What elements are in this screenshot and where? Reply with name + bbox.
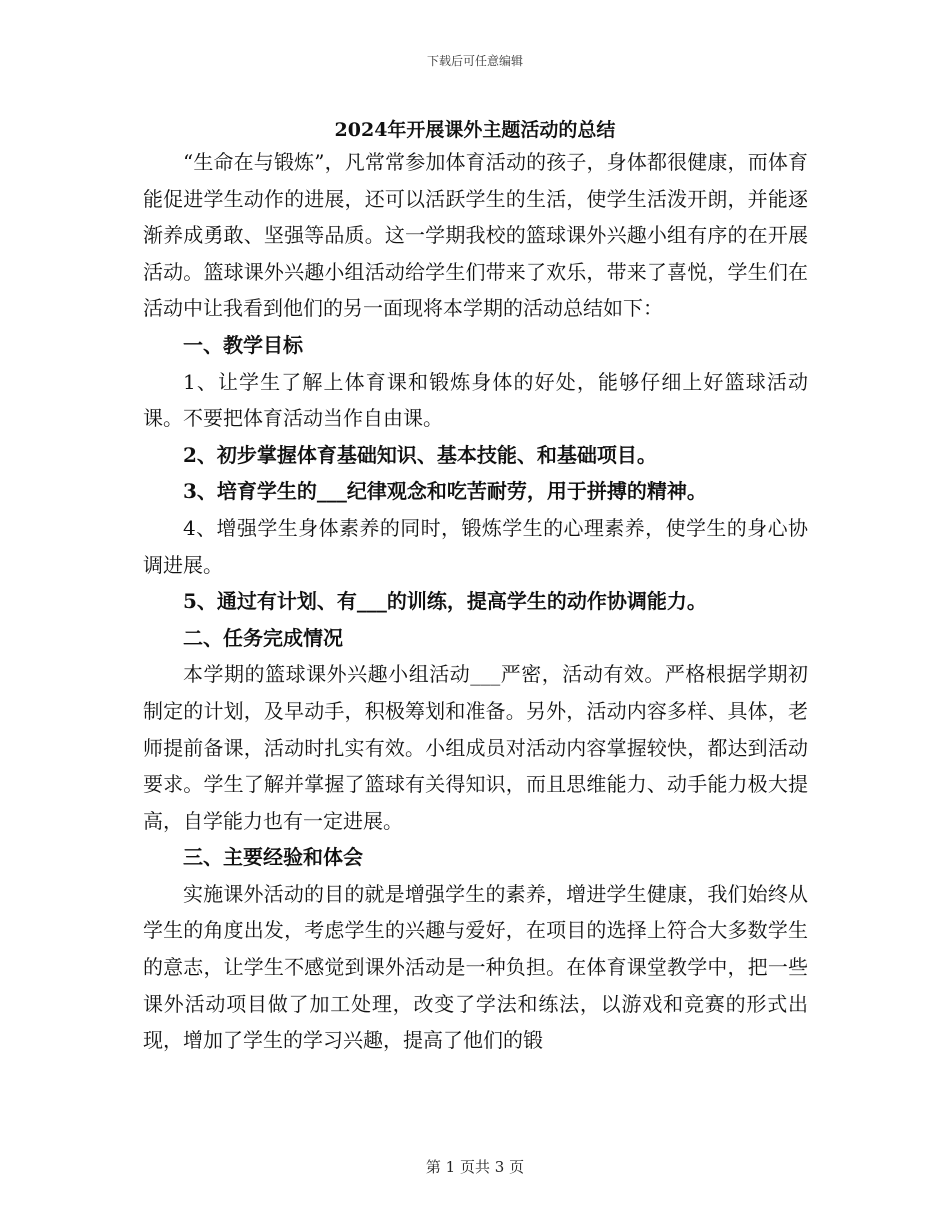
- section-heading-task-completion: 二、任务完成情况: [183, 625, 343, 650]
- header-note: 下载后可任意编辑: [426, 54, 523, 68]
- goal-item-1: 1、让学生了解上体育课和锻炼身体的好处，能够仔细上好篮球活动课。不要把体育活动当作自由课。: [143, 369, 808, 431]
- intro-paragraph: “生命在与锻炼”，凡常常参加体育活动的孩子，身体都很健康，而体育能促进学生动作的进展，还可以活跃学生的生活，使学生活泼开朗，并能逐渐养成勇敢、坚强等品质。这一学期我校的篮球课外兴趣小组有序的在开展活动。篮球课外兴趣小组活动给学生们带来了欢乐，带来了喜悦，学生们在活动中让我看到他们的另一面现将本学期的活动总结如下：: [143, 150, 808, 321]
- section-heading-teaching-goals: 一、教学目标: [183, 332, 303, 357]
- document-title: 2024年开展课外主题活动的总结: [334, 119, 616, 141]
- goal-item-4: 4、增强学生身体素养的同时，锻炼学生的心理素养，使学生的身心协调进展。: [143, 515, 808, 577]
- goal-item-2: 2、初步掌握体育基础知识、基本技能、和基础项目。: [183, 442, 657, 467]
- experience-paragraph: 实施课外活动的目的就是增强学生的素养，增进学生健康，我们始终从学生的角度出发，考虑学生的兴趣与爱好，在项目的选择上符合大多数学生的意志，让学生不感觉到课外活动是一种负担。在体育课堂教学中，把一些课外活动项目做了加工处理，改变了学法和练法，以游戏和竞赛的形式出现，增加了学生的学习兴趣，提高了他们的锻: [143, 881, 808, 1053]
- document-body: [143, 144, 808, 1059]
- goal-item-5: 5、通过有计划、有___的训练，提高学生的动作协调能力。: [183, 589, 707, 614]
- page-number: 第 1 页共 3 页: [425, 1158, 525, 1176]
- section-heading-experience: 三、主要经验和体会: [183, 845, 363, 870]
- goal-item-3: 3、培育学生的___纪律观念和吃苦耐劳，用于拼搏的精神。: [183, 479, 707, 504]
- task-completion-paragraph: 本学期的篮球课外兴趣小组活动___严密，活动有效。严格根据学期初制定的计划，及早动手，积极筹划和准备。另外，活动内容多样、具体，老师提前备课，活动时扎实有效。小组成员对活动内容掌握较快，都达到活动要求。学生了解并掌握了篮球有关得知识，而且思维能力、动手能力极大提高，自学能力也有一定进展。: [143, 662, 808, 833]
